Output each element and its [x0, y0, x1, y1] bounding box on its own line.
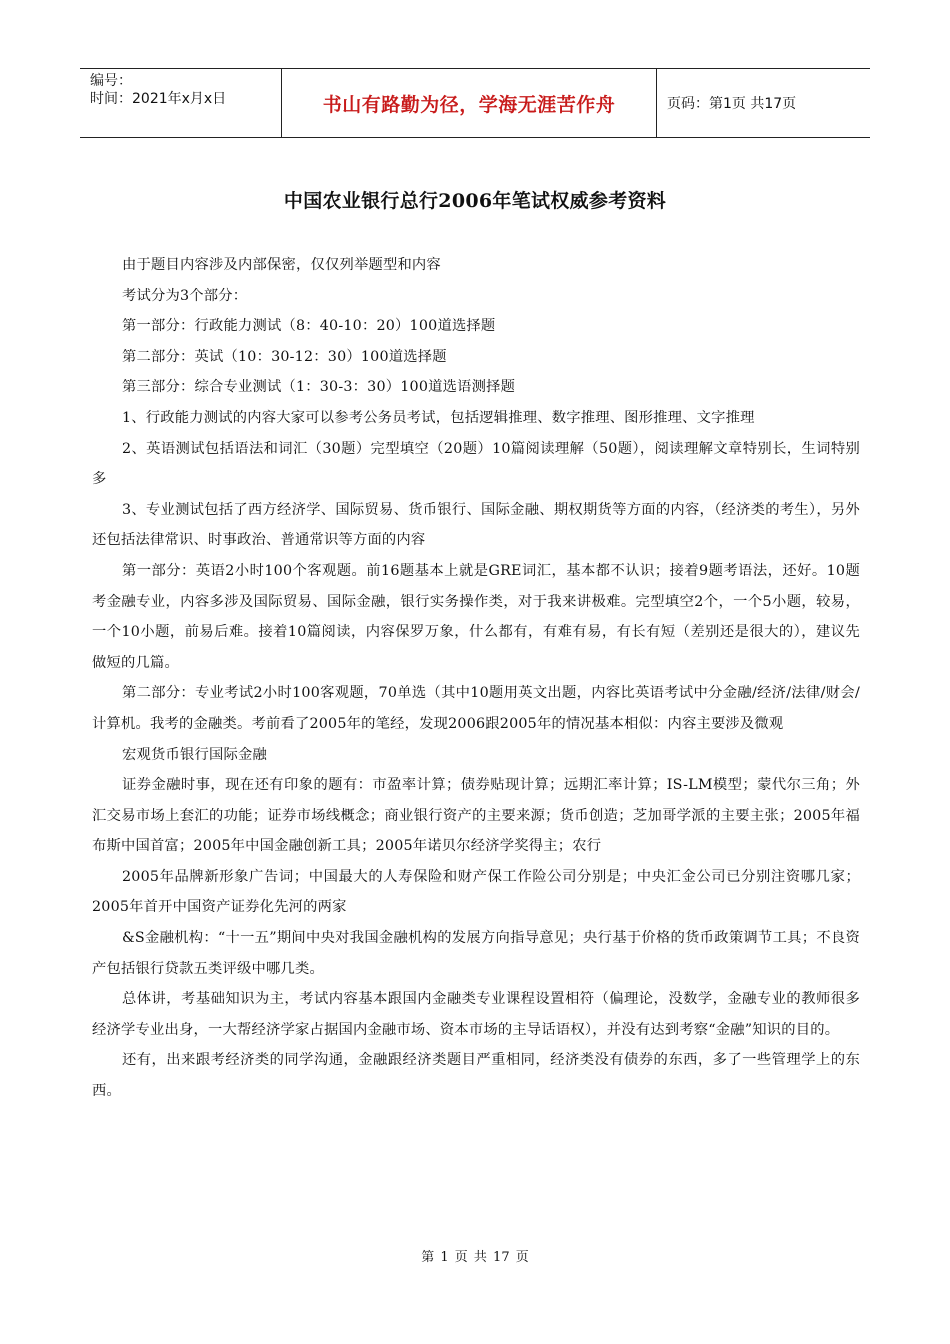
body-paragraph: 2、英语测试包括语法和词汇（30题）完型填空（20题）10篇阅读理解（50题），阅读理解文章特别长，生词特别多: [92, 440, 860, 488]
header-motto: 书山有路勤为径，学海无涯苦作舟: [322, 93, 616, 116]
body-paragraph: 2005年品牌新形象广告词；中国最大的人寿保险和财产保工作险公司分别是；中央汇金公司已分别注资哪几家；2005年首开中国资产证券化先河的两家: [92, 868, 860, 916]
header-page-info: 页码：第1页 共17页: [667, 96, 797, 112]
body-paragraph: 1、行政能力测试的内容大家可以参考公务员考试，包括逻辑推理、数字推理、图形推理、文字推理: [122, 409, 755, 426]
header-meta-cell: [80, 69, 282, 137]
body-paragraph: 第二部分：专业考试2小时100客观题，70单选（其中10题用英文出题，内容比英语考试中分金融/经济/法律/财会/计算机。我考的金融类。考前看了2005年的笔经，发现2006跟2005年的情况基本相似：内容主要涉及微观: [92, 685, 860, 732]
header-motto-cell: [282, 69, 657, 137]
header-page-cell: [657, 69, 870, 137]
document-number-label: 编号：: [90, 73, 132, 89]
body-paragraph: &S金融机构：“十一五”期间中央对我国金融机构的发展方向指导意见；央行基于价格的货币政策调节工具；不良资产包括银行贷款五类评级中哪几类。: [92, 930, 860, 977]
body-paragraph: 由于题目内容涉及内部保密，仅仅列举题型和内容: [122, 257, 441, 273]
document-time-label: 时间：2021年x月x日: [90, 91, 227, 107]
body-paragraph: 3、专业测试包括了西方经济学、国际贸易、货币银行、国际金融、期权期货等方面的内容，（经济类的考生），另外还包括法律常识、时事政治、普通常识等方面的内容: [92, 501, 860, 549]
body-paragraph: 证券金融时事，现在还有印象的题有：市盈率计算；债券贴现计算；远期汇率计算；IS-LM模型；蒙代尔三角；外汇交易市场上套汇的功能；证券市场线概念；商业银行资产的主要来源；货币创造；芝加哥学派的主要主张；2005年福布斯中国首富；2005年中国金融创新工具；2005年诺贝尔经济学奖得主；农行: [92, 777, 860, 855]
document-header: [80, 68, 870, 138]
body-paragraph: 宏观货币银行国际金融: [122, 746, 267, 763]
body-paragraph: 第二部分：英试（10：30-12：30）100道选择题: [122, 348, 447, 365]
body-paragraph: 第一部分：行政能力测试（8：40-10：20）100道选择题: [122, 318, 496, 335]
document-body: [92, 250, 860, 1107]
body-paragraph: 还有，出来跟考经济类的同学沟通，金融跟经济类题目严重相同，经济类没有债券的东西，多了一些管理学上的东西。: [92, 1052, 860, 1100]
page-footer: 第 1 页 共 17 页: [421, 1250, 529, 1265]
body-paragraph: 第一部分：英语2小时100个客观题。前16题基本上就是GRE词汇，基本都不认识；接着9题考语法，还好。10题考金融专业，内容多涉及国际贸易、国际金融，银行实务操作类，对于我来讲极难。完型填空2个，一个5小题，较易，一个10小题，前易后难。接着10篇阅读，内容保罗万象，什么都有，有难有易，有长有短（差别还是很大的），建议先做短的几篇。: [92, 562, 860, 671]
document-title: 中国农业银行总行2006年笔试权威参考资料: [283, 190, 667, 212]
body-paragraph: 第三部分：综合专业测试（1：30-3：30）100道选语测择题: [122, 379, 516, 396]
body-paragraph: 总体讲，考基础知识为主，考试内容基本跟国内金融类专业课程设置相符（偏理论，没数学，金融专业的教师很多经济学专业出身，一大帮经济学家占据国内金融市场、资本市场的主导话语权），并没有达到考察“金融”知识的目的。: [92, 991, 860, 1038]
body-paragraph: 考试分为3个部分：: [122, 287, 248, 304]
